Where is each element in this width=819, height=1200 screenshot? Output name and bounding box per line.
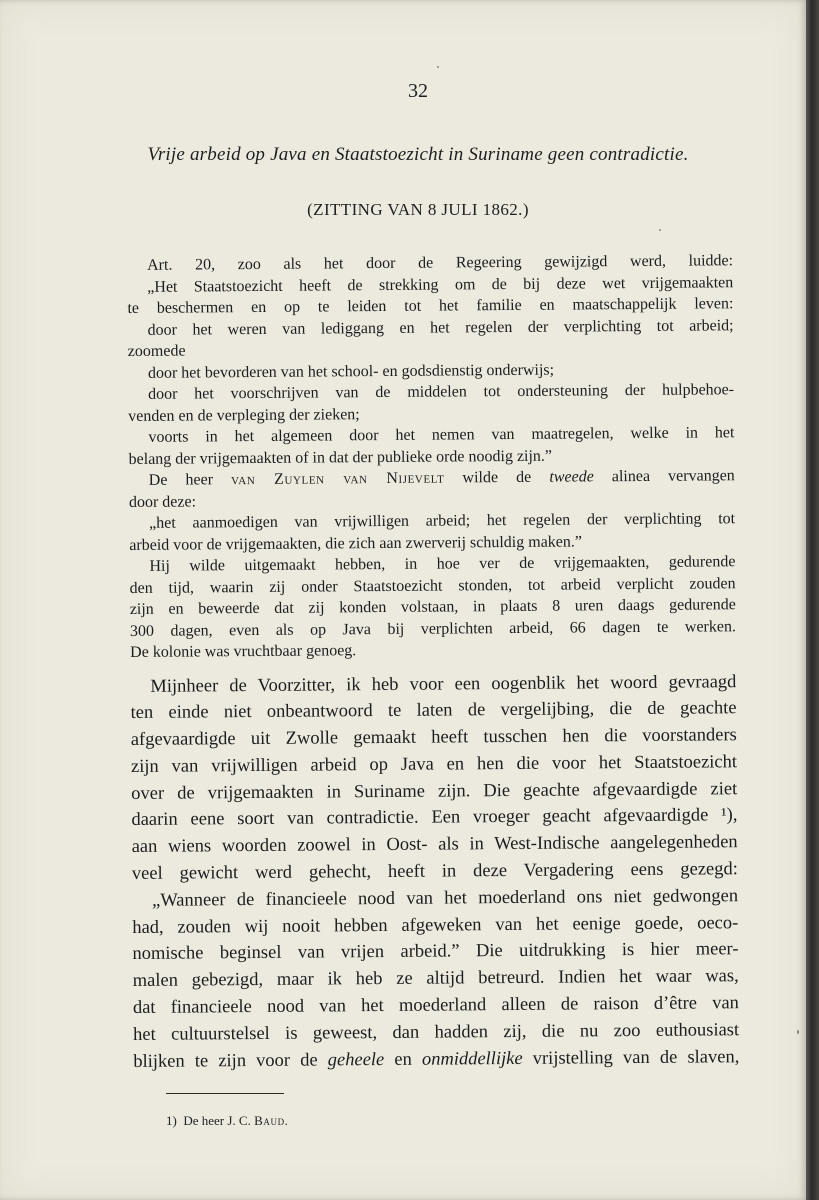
italic-word: geheele <box>327 1049 385 1071</box>
body-text <box>127 250 739 1075</box>
text-line: voorts in het algemeen door het nemen van maatregelen, welke in het <box>148 424 735 446</box>
text-line: dat financieele nood van het moederland alleen de raison d’être van <box>132 993 739 1019</box>
text-line: aan wiens woorden zoowel in Oost- als in West-Indische aangelegenheden <box>131 832 738 858</box>
footnote-person-name: Baud. <box>254 1113 289 1128</box>
footnote <box>166 1113 289 1129</box>
text-line: malen gebezigd, maar ik heb ze altijd betreurd. Indien het waar was, <box>132 966 739 992</box>
text-line: te beschermen en op te leiden tot het familie en maatschappelijk leven: <box>127 295 734 317</box>
text-line: „het aanmoedigen van vrijwilligen arbeid; het regelen der verplichting tot <box>149 510 736 532</box>
italic-word: tweede <box>549 468 594 486</box>
italic-word: onmiddellijke <box>421 1048 523 1070</box>
text-segment: blijken te zijn voor de <box>133 1050 328 1072</box>
text-line: afgevaardigde uit Zwolle gemaakt heeft tusschen hen die voorstanders <box>130 725 737 751</box>
book-spine <box>806 0 819 1200</box>
text-line: zijn en beweerde dat zij konden volstaan, in plaats 8 uren daags gedurende <box>129 596 736 618</box>
text-line: den tijd, waarin zij onder Staatstoezicht stonden, tot arbeid verplicht zouden <box>129 574 736 597</box>
footnote-marker: 1) <box>166 1113 177 1128</box>
text-segment: vrijstelling van de slaven, <box>522 1046 740 1069</box>
text-line: door het voorschrijven van de middelen tot ondersteuning der hulpbehoe- <box>148 381 735 403</box>
text-line: „Wanneer de financieele nood van het moederland ons niet gedwongen <box>151 886 739 911</box>
text-line: nomische beginsel van vrijen arbeid.” Die uitdrukking is hier meer- <box>132 939 739 965</box>
text-segment: en <box>384 1049 422 1070</box>
text-line: Hij wilde uitgemaakt hebben, in hoe ver de vrijgemaakten, gedurende <box>149 553 736 575</box>
footnote-text: De heer J. C. <box>183 1113 255 1128</box>
text-line: het cultuurstelsel is geweest, dan hadden zij, die nu zoo euthousiast <box>133 1020 740 1045</box>
paper-speck <box>437 66 439 68</box>
text-line: 300 dagen, even als op Java bij verplichten arbeid, 66 dagen te werken. <box>129 617 737 640</box>
text-line: daarin eene soort van contradictie. Een vroeger geacht afgevaardigde ¹), <box>131 805 738 831</box>
text-line: had, zouden wij nooit hebben afgeweken van het eenige goede, oeco- <box>132 912 739 938</box>
text-line: De kolonie was vruchtbaar genoeg. <box>130 642 357 661</box>
text-segment: alinea vervangen <box>593 467 735 486</box>
text-line: ten einde niet onbeantwoord te laten de vergelijbing, die de geachte <box>130 698 737 724</box>
text-line: Art. 20, zoo als het door de Regeering gewijzigd werd, luidde: <box>147 252 734 274</box>
text-line: door deze: <box>128 492 197 511</box>
text-line: arbeid voor de vrijgemaakten, die zich aan zwerverij schuldig maken.” <box>129 532 583 554</box>
section-title: Vrije arbeid op Java en Staatstoezicht in Suriname geen contradictie. <box>147 144 689 165</box>
text-line: „Het Staatstoezicht heeft de strekking om de bij deze wet vrijgemaakten <box>147 273 734 296</box>
text-line: door het bevorderen van het school- en godsdienstig onderwijs; <box>147 361 555 382</box>
text-segment: wilde de <box>444 468 550 487</box>
person-name: van Zuylen van Nijevelt <box>231 469 445 489</box>
speech-paragraph <box>130 669 739 1076</box>
text-segment: De heer <box>148 471 232 489</box>
text-line: zoomede <box>127 342 186 360</box>
text-line <box>133 1044 739 1076</box>
footnote-rule <box>166 1093 284 1094</box>
text-line: over de vrijgemaakten in Suriname zijn. Die geachte afgevaardigde ziet <box>131 778 738 804</box>
text-line: door het weren van lediggang en het regelen der verplichting tot arbeid; <box>147 316 734 339</box>
session-heading: (ZITTING VAN 8 JULI 1862.) <box>307 200 529 219</box>
paper-speck <box>797 1030 799 1034</box>
text-line: zijn van vrijwilligen arbeid op Java en hen die voor het Staatstoezicht <box>130 752 738 777</box>
text-line: Mijnheer de Voorzitter, ik heb voor een oogenblik het woord gevraagd <box>150 671 737 697</box>
page-number: 32 <box>408 80 428 102</box>
text-line: belang der vrijgemaakten of in dat der publieke orde noodig zijn.” <box>128 447 553 468</box>
text-line: venden en de verpleging der zieken; <box>128 405 360 425</box>
text-line: veel gewicht werd gehecht, heeft in deze Vergadering eens gezegd: <box>131 859 738 885</box>
paper-speck <box>659 229 661 231</box>
